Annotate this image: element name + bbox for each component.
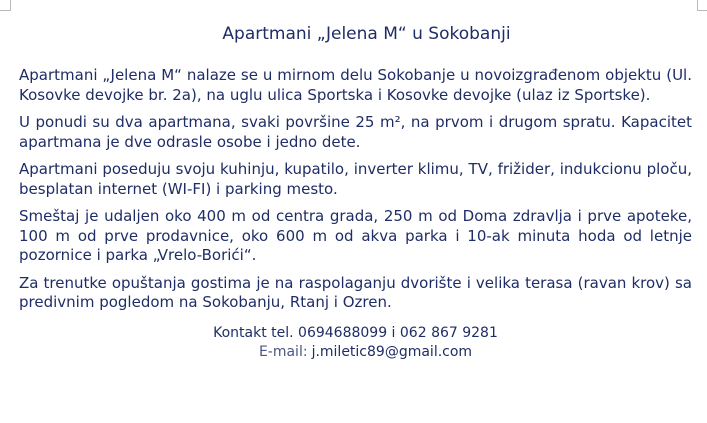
contact-block [19,324,692,362]
paragraph-terrace: Za trenutke opuštanja gostima je na raspolaganju dvorište i velika terasa (ravan krov) sa predivnim pogledom na Sokobanju, Rtanj i Ozren. [19,273,692,311]
email-label: E-mail: [258,343,308,360]
page-corner-mark-right [697,0,707,11]
paragraph-apartments: U ponudi su dva apartmana, svaki površine 25 m², na prvom i drugom spratu. Kapacitet apartmana je dve odrasle osobe i jedno dete. [19,113,692,151]
document-title: Apartmani „Jelena M“ u Sokobanji [222,24,511,44]
paragraph-location: Apartmani „Jelena M“ nalaze se u mirnom delu Sokobanje u novoizgrađenom objektu (Ul. Kosovke devojke br. 2a), na uglu ulica Sportska i Kosovke devojke (ulaz iz Sportske). [19,66,692,104]
paragraph-distances: Smeštaj je udaljen oko 400 m od centra grada, 250 m od Doma zdravlja i prve apoteke, 100 m od prve prodavnice, oko 600 m od akva parka i 10-ak minuta hoda od letnje pozornice i parka „Vrelo-Borići“. [19,207,692,264]
contact-phone: Kontakt tel. 0694688099 i 062 867 9281 [213,324,498,341]
email-address: j.miletic89@gmail.com [311,343,473,360]
document-body [19,22,692,362]
page-corner-mark-left [0,0,11,11]
contact-email-line [39,343,692,362]
paragraph-amenities: Apartmani poseduju svoju kuhinju, kupatilo, inverter klimu, TV, frižider, indukcionu ploču, besplatan internet (WI-FI) i parking mesto. [19,160,692,198]
